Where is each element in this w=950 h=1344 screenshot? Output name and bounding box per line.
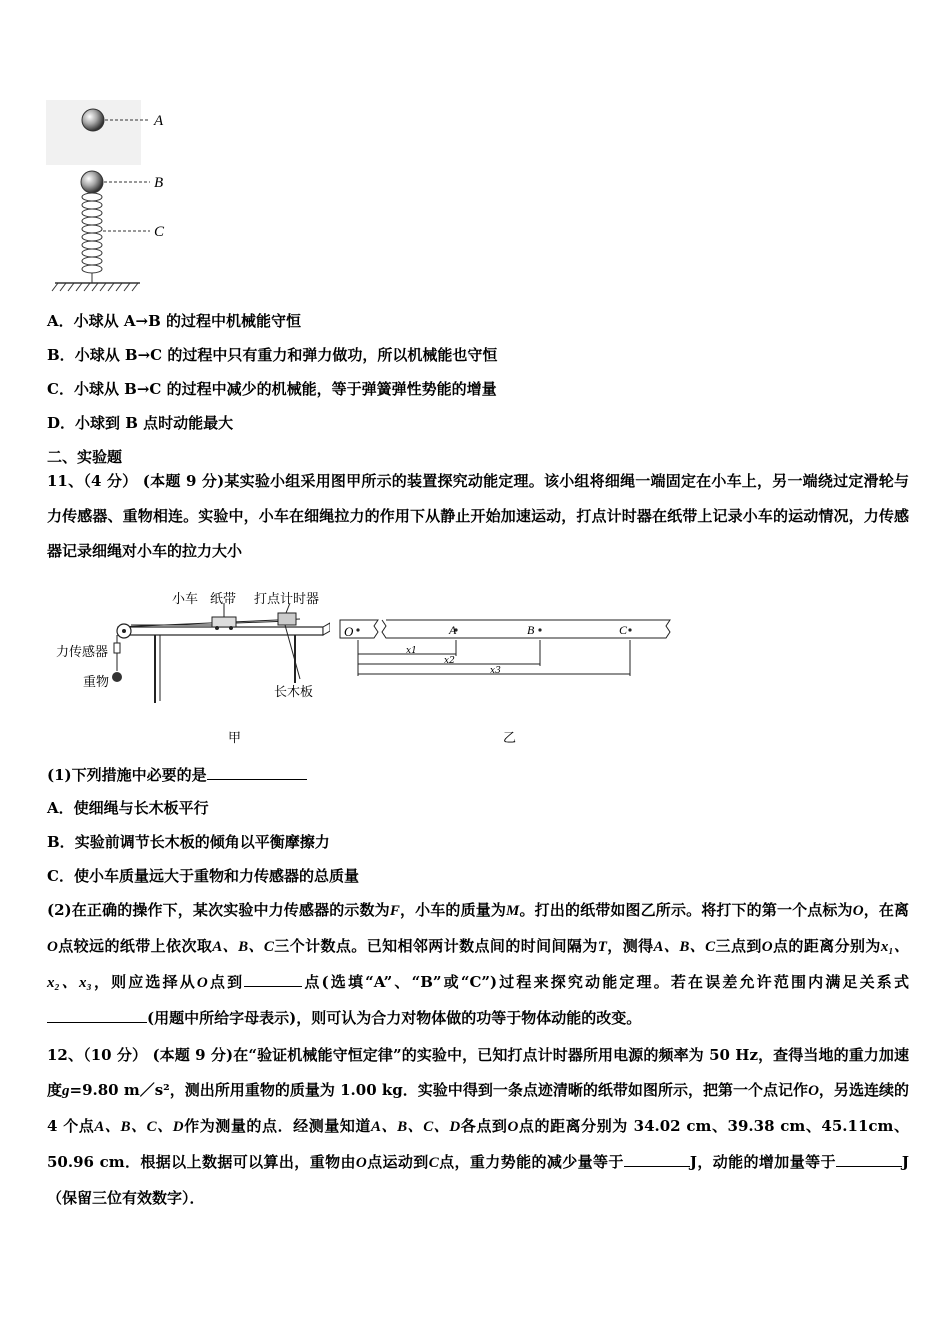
label-b: B [154,175,164,191]
tape-label-a: A [449,623,457,637]
section-title: 二、实验题 [47,448,123,466]
apparatus-figure-jia [50,583,330,748]
spring [82,193,102,283]
q10-option-c: C．小球从 B→C 的过程中减少的机械能，等于弹簧弹性势能的增量 [47,380,497,398]
q10-option-a: A．小球从 A→B 的过程中机械能守恒 [47,312,301,330]
label-weight: 重物 [83,675,110,690]
weight [112,672,122,682]
paper-tape-figure-yi [330,612,675,682]
long-board [118,627,323,635]
q12-stem: 12、（10 分） (本题 9 分)在“验证机械能守恒定律”的实验中，已知打点计时器所用电源的频率为 50 Hz，查得当地的重力加速度g=9.80 m／s²，测出所用重物的质量为 1.00 kg．实验中得到一条点迹清晰的纸带如图所示，把第一个点记作O，另选连续的 4 个点A、B、C、D作为测量的点．经测量知道A、B、C、D各点到O点的距离分别为 34.02 cm、39.38 cm、45.11cm、50.96 cm．根据以上数据可以算出，重物由O点运动到C点，重力势能的减少量等于 J，动能的增加量等于 J（保留三位有效数字）． [47,1046,910,1207]
q11-option-b: B．实验前调节长木板的倾角以平衡摩擦力 [47,833,330,851]
ball-a [82,109,104,131]
label-board: 长木板 [274,685,314,700]
cart [212,617,236,627]
x1-label: x1 [406,646,417,656]
label-a: A [154,113,164,129]
q11-part2: (2)在正确的操作下，某次实验中力传感器的示数为F，小车的质量为M。打出的纸带如图乙所示。将打下的第一个点标为O，在离O点较远的纸带上依次取A、B、C三个计数点。已知相邻两计数点间的时间间隔为T，测得A、B、C三点到O点的距离分别为x₁、x₂、x₃，则应选择从O点到 点(选填“A”、“B”或“C”)过程来探究动能定理。若在误差允许范围内满足关系式(用题中所给字母表示)，则可认为合力对物体做的功等于物体动能的改变。 [47,901,909,1027]
label-timer: 打点计时器 [254,592,320,607]
timer [278,613,296,625]
tape-label-b: B [527,623,535,637]
q11-option-c: C．使小车质量远大于重物和力传感器的总质量 [47,867,359,885]
label-yi: 乙 [503,731,517,746]
ball-b [81,171,103,193]
q11-stem: 11、（4 分） (本题 9 分)某实验小组采用图甲所示的装置探究动能定理。该小组将细绳一端固定在小车上，另一端绕过定滑轮与力传感器、重物相连。实验中，小车在细绳拉力的作用下从静止开始加速运动，打点计时器在纸带上记录小车的运动情况，力传感器记录细绳对小车的拉力大小 [47,472,909,560]
x3-label: x3 [490,666,501,676]
ground-hatch [52,283,138,291]
q11-option-a: A．使细绳与长木板平行 [47,799,209,817]
q11-part1: (1)下列措施中必要的是 [47,765,307,785]
force-sensor [114,643,120,653]
x2-label: x2 [444,656,455,666]
tape-label-c: C [619,623,628,637]
label-tape: 纸带 [210,592,237,607]
ball-spring-figure [40,95,180,300]
label-c: C [154,224,165,240]
label-jia: 甲 [228,731,242,746]
tape-label-o: O [344,624,354,639]
q10-option-d: D．小球到 B 点时动能最大 [47,414,234,432]
label-sensor: 力传感器 [56,645,109,660]
label-cart: 小车 [172,592,199,607]
table-top [118,619,300,627]
q10-option-b: B．小球从 B→C 的过程中只有重力和弹力做功，所以机械能也守恒 [47,346,498,364]
